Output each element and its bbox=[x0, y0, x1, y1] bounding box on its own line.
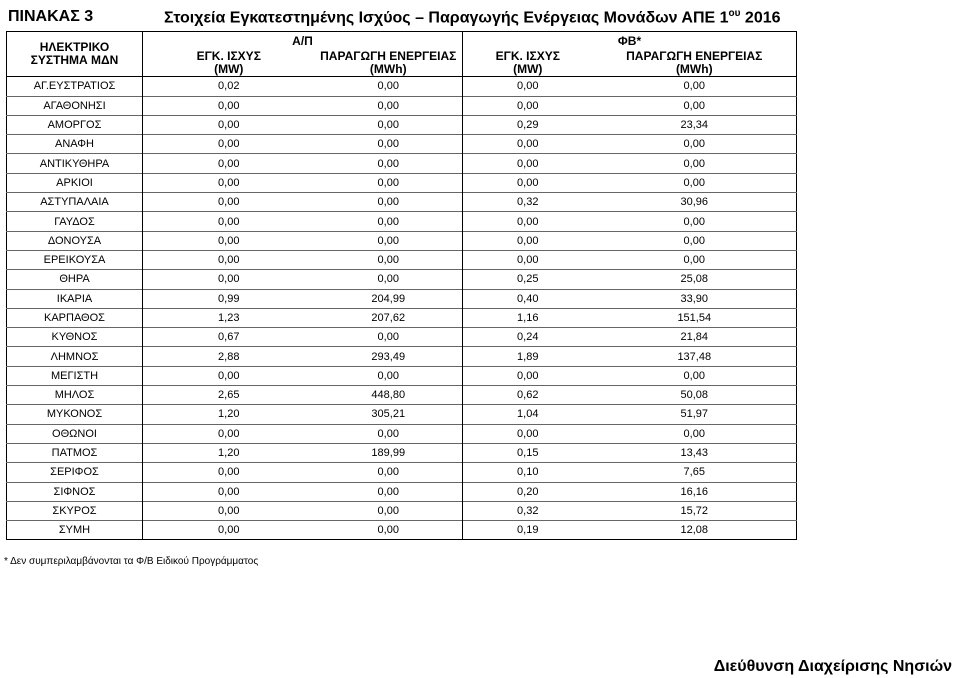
cell-ap-energy: 0,00 bbox=[315, 135, 463, 154]
cell-island-name: ΓΑΥΔΟΣ bbox=[7, 212, 143, 231]
cell-island-name: ΣΕΡΙΦΟΣ bbox=[7, 463, 143, 482]
cell-island-name: ΑΓΑΘΟΝΗΣΙ bbox=[7, 96, 143, 115]
cell-fv-power: 0,10 bbox=[463, 463, 593, 482]
cell-fv-energy: 16,16 bbox=[593, 482, 797, 501]
cell-ap-energy: 0,00 bbox=[315, 482, 463, 501]
cell-fv-power: 0,00 bbox=[463, 77, 593, 96]
cell-ap-energy: 0,00 bbox=[315, 193, 463, 212]
cell-ap-energy: 0,00 bbox=[315, 463, 463, 482]
cell-fv-energy: 0,00 bbox=[593, 424, 797, 443]
table-row bbox=[7, 424, 797, 443]
cell-fv-power: 0,19 bbox=[463, 521, 593, 540]
cell-ap-energy: 293,49 bbox=[315, 347, 463, 366]
cell-ap-energy: 204,99 bbox=[315, 289, 463, 308]
cell-ap-energy: 189,99 bbox=[315, 443, 463, 462]
cell-fv-energy: 30,96 bbox=[593, 193, 797, 212]
cell-island-name: ΜΕΓΙΣΤΗ bbox=[7, 366, 143, 385]
cell-ap-energy: 0,00 bbox=[315, 521, 463, 540]
table-row bbox=[7, 521, 797, 540]
cell-fv-power: 0,00 bbox=[463, 231, 593, 250]
table-title-main: Στοιχεία Εγκατεστημένης Ισχύος – Παραγωγής Ενέργειας Μονάδων ΑΠΕ 1 bbox=[164, 9, 729, 27]
table-row bbox=[7, 212, 797, 231]
cell-fv-energy: 0,00 bbox=[593, 154, 797, 173]
cell-fv-power: 0,00 bbox=[463, 250, 593, 269]
column-header-fv-energy-unit: (MWh) bbox=[675, 62, 713, 77]
cell-fv-energy: 137,48 bbox=[593, 347, 797, 366]
cell-ap-energy: 448,80 bbox=[315, 386, 463, 405]
cell-fv-energy: 12,08 bbox=[593, 521, 797, 540]
cell-fv-power: 0,00 bbox=[463, 366, 593, 385]
cell-island-name: ΣΚΥΡΟΣ bbox=[7, 501, 143, 520]
cell-island-name: ΑΝΤΙΚΥΘΗΡΑ bbox=[7, 154, 143, 173]
cell-ap-energy: 305,21 bbox=[315, 405, 463, 424]
cell-fv-power: 0,62 bbox=[463, 386, 593, 405]
cell-ap-power: 2,88 bbox=[143, 347, 315, 366]
cell-island-name: ΘΗΡΑ bbox=[7, 270, 143, 289]
cell-fv-power: 0,29 bbox=[463, 115, 593, 134]
cell-ap-energy: 207,62 bbox=[315, 308, 463, 327]
table-row bbox=[7, 482, 797, 501]
cell-ap-power: 0,00 bbox=[143, 96, 315, 115]
footer-department: Διεύθυνση Διαχείρισης Νησιών bbox=[713, 658, 952, 675]
table-row bbox=[7, 96, 797, 115]
table-label: ΠΙΝΑΚΑΣ 3 bbox=[8, 8, 94, 25]
cell-island-name: ΙΚΑΡΙΑ bbox=[7, 289, 143, 308]
cell-fv-power: 1,89 bbox=[463, 347, 593, 366]
cell-fv-energy: 0,00 bbox=[593, 212, 797, 231]
cell-island-name: ΚΑΡΠΑΘΟΣ bbox=[7, 308, 143, 327]
cell-fv-energy: 7,65 bbox=[593, 463, 797, 482]
column-header-fv-energy bbox=[593, 50, 797, 77]
column-header-fv-energy-label: ΠΑΡΑΓΩΓΗ ΕΝΕΡΓΕΙΑΣ bbox=[626, 49, 763, 64]
cell-ap-energy: 0,00 bbox=[315, 424, 463, 443]
column-header-fv-power-label: ΕΓΚ. ΙΣΧΥΣ bbox=[495, 49, 560, 64]
footnote: * Δεν συμπεριλαμβάνονται τα Φ/Β Ειδικού Προγράμματος bbox=[4, 556, 259, 567]
cell-fv-power: 0,24 bbox=[463, 328, 593, 347]
cell-fv-power: 0,00 bbox=[463, 424, 593, 443]
table-row bbox=[7, 463, 797, 482]
table-row bbox=[7, 231, 797, 250]
cell-ap-energy: 0,00 bbox=[315, 366, 463, 385]
column-header-ap-power-unit: (MW) bbox=[214, 62, 244, 77]
column-header-system-line2: ΣΥΣΤΗΜΑ ΜΔΝ bbox=[30, 53, 119, 68]
cell-ap-power: 0,00 bbox=[143, 521, 315, 540]
cell-ap-power: 0,00 bbox=[143, 482, 315, 501]
cell-fv-power: 0,00 bbox=[463, 173, 593, 192]
cell-fv-power: 0,00 bbox=[463, 135, 593, 154]
cell-ap-energy: 0,00 bbox=[315, 77, 463, 96]
cell-island-name: ΛΗΜΝΟΣ bbox=[7, 347, 143, 366]
column-header-fv-power-unit: (MW) bbox=[513, 62, 543, 77]
cell-ap-power: 0,00 bbox=[143, 463, 315, 482]
cell-island-name: ΑΣΤΥΠΑΛΑΙΑ bbox=[7, 193, 143, 212]
table-row bbox=[7, 501, 797, 520]
table-row bbox=[7, 115, 797, 134]
table-row bbox=[7, 405, 797, 424]
table-row bbox=[7, 270, 797, 289]
cell-ap-power: 0,99 bbox=[143, 289, 315, 308]
cell-fv-power: 0,20 bbox=[463, 482, 593, 501]
cell-fv-energy: 151,54 bbox=[593, 308, 797, 327]
cell-fv-power: 0,25 bbox=[463, 270, 593, 289]
cell-ap-energy: 0,00 bbox=[315, 270, 463, 289]
cell-fv-energy: 21,84 bbox=[593, 328, 797, 347]
group-header-ap: Α/Π bbox=[143, 32, 463, 51]
cell-ap-energy: 0,00 bbox=[315, 115, 463, 134]
cell-island-name: ΑΡΚΙΟΙ bbox=[7, 173, 143, 192]
cell-fv-energy: 50,08 bbox=[593, 386, 797, 405]
cell-ap-power: 1,20 bbox=[143, 443, 315, 462]
data-table bbox=[6, 31, 797, 540]
cell-ap-power: 0,02 bbox=[143, 77, 315, 96]
column-header-ap-energy-label: ΠΑΡΑΓΩΓΗ ΕΝΕΡΓΕΙΑΣ bbox=[320, 49, 457, 64]
column-header-ap-energy-unit: (MWh) bbox=[369, 62, 407, 77]
table-row bbox=[7, 386, 797, 405]
table-row bbox=[7, 154, 797, 173]
column-header-ap-power bbox=[143, 50, 315, 77]
cell-ap-power: 2,65 bbox=[143, 386, 315, 405]
group-header-fv: ΦΒ* bbox=[617, 33, 642, 48]
cell-island-name: ΜΗΛΟΣ bbox=[7, 386, 143, 405]
cell-island-name: ΑΜΟΡΓΟΣ bbox=[7, 115, 143, 134]
cell-fv-power: 0,00 bbox=[463, 154, 593, 173]
cell-fv-power: 0,40 bbox=[463, 289, 593, 308]
cell-fv-power: 1,04 bbox=[463, 405, 593, 424]
cell-fv-energy: 25,08 bbox=[593, 270, 797, 289]
cell-ap-power: 0,00 bbox=[143, 250, 315, 269]
column-header-system bbox=[7, 32, 143, 77]
cell-ap-power: 0,00 bbox=[143, 154, 315, 173]
cell-island-name: ΚΥΘΝΟΣ bbox=[7, 328, 143, 347]
cell-fv-energy: 0,00 bbox=[593, 173, 797, 192]
table-row bbox=[7, 366, 797, 385]
cell-island-name: ΑΓ.ΕΥΣΤΡΑΤΙΟΣ bbox=[7, 77, 143, 96]
cell-ap-energy: 0,00 bbox=[315, 154, 463, 173]
table-title-superscript: ου bbox=[728, 8, 741, 19]
cell-ap-energy: 0,00 bbox=[315, 96, 463, 115]
cell-fv-energy: 0,00 bbox=[593, 135, 797, 154]
cell-island-name: ΠΑΤΜΟΣ bbox=[7, 443, 143, 462]
table-row bbox=[7, 193, 797, 212]
table-row bbox=[7, 347, 797, 366]
table-row bbox=[7, 250, 797, 269]
cell-ap-power: 0,00 bbox=[143, 135, 315, 154]
cell-fv-power: 0,00 bbox=[463, 96, 593, 115]
cell-ap-energy: 0,00 bbox=[315, 173, 463, 192]
cell-ap-power: 1,20 bbox=[143, 405, 315, 424]
cell-island-name: ΜΥΚΟΝΟΣ bbox=[7, 405, 143, 424]
cell-fv-energy: 0,00 bbox=[593, 366, 797, 385]
cell-island-name: ΣΙΦΝΟΣ bbox=[7, 482, 143, 501]
cell-fv-energy: 0,00 bbox=[593, 77, 797, 96]
column-header-system-line1: ΗΛΕΚΤΡΙΚΟ bbox=[39, 40, 110, 55]
cell-fv-energy: 33,90 bbox=[593, 289, 797, 308]
table-title bbox=[164, 8, 781, 27]
cell-ap-energy: 0,00 bbox=[315, 250, 463, 269]
column-header-ap-energy bbox=[315, 50, 463, 77]
cell-fv-energy: 51,97 bbox=[593, 405, 797, 424]
column-header-ap-power-label: ΕΓΚ. ΙΣΧΥΣ bbox=[196, 49, 261, 64]
cell-island-name: ΔΟΝΟΥΣΑ bbox=[7, 231, 143, 250]
table-body bbox=[7, 77, 797, 540]
cell-fv-energy: 0,00 bbox=[593, 231, 797, 250]
cell-ap-energy: 0,00 bbox=[315, 328, 463, 347]
cell-fv-power: 1,16 bbox=[463, 308, 593, 327]
cell-island-name: ΟΘΩΝΟΙ bbox=[7, 424, 143, 443]
cell-fv-power: 0,32 bbox=[463, 501, 593, 520]
table-row bbox=[7, 135, 797, 154]
cell-fv-power: 0,00 bbox=[463, 212, 593, 231]
cell-ap-power: 0,67 bbox=[143, 328, 315, 347]
cell-ap-power: 0,00 bbox=[143, 212, 315, 231]
cell-island-name: ΣΥΜΗ bbox=[7, 521, 143, 540]
table-row bbox=[7, 308, 797, 327]
cell-ap-power: 0,00 bbox=[143, 270, 315, 289]
table-title-year: 2016 bbox=[740, 9, 781, 27]
cell-ap-power: 0,00 bbox=[143, 501, 315, 520]
cell-island-name: ΑΝΑΦΗ bbox=[7, 135, 143, 154]
cell-fv-energy: 13,43 bbox=[593, 443, 797, 462]
cell-ap-energy: 0,00 bbox=[315, 212, 463, 231]
title-row bbox=[0, 6, 800, 30]
cell-fv-energy: 15,72 bbox=[593, 501, 797, 520]
table-row bbox=[7, 328, 797, 347]
cell-fv-energy: 0,00 bbox=[593, 250, 797, 269]
cell-ap-energy: 0,00 bbox=[315, 231, 463, 250]
cell-fv-energy: 23,34 bbox=[593, 115, 797, 134]
column-header-fv-power bbox=[463, 50, 593, 77]
cell-ap-energy: 0,00 bbox=[315, 501, 463, 520]
cell-ap-power: 1,23 bbox=[143, 308, 315, 327]
cell-ap-power: 0,00 bbox=[143, 193, 315, 212]
cell-ap-power: 0,00 bbox=[143, 115, 315, 134]
cell-island-name: ΕΡΕΙΚΟΥΣΑ bbox=[7, 250, 143, 269]
table-row bbox=[7, 289, 797, 308]
table-row bbox=[7, 443, 797, 462]
cell-fv-energy: 0,00 bbox=[593, 96, 797, 115]
cell-ap-power: 0,00 bbox=[143, 231, 315, 250]
cell-fv-power: 0,15 bbox=[463, 443, 593, 462]
cell-ap-power: 0,00 bbox=[143, 424, 315, 443]
cell-ap-power: 0,00 bbox=[143, 366, 315, 385]
table-row bbox=[7, 173, 797, 192]
header-row-groups bbox=[7, 32, 797, 51]
table-row bbox=[7, 77, 797, 96]
cell-fv-power: 0,32 bbox=[463, 193, 593, 212]
cell-ap-power: 0,00 bbox=[143, 173, 315, 192]
